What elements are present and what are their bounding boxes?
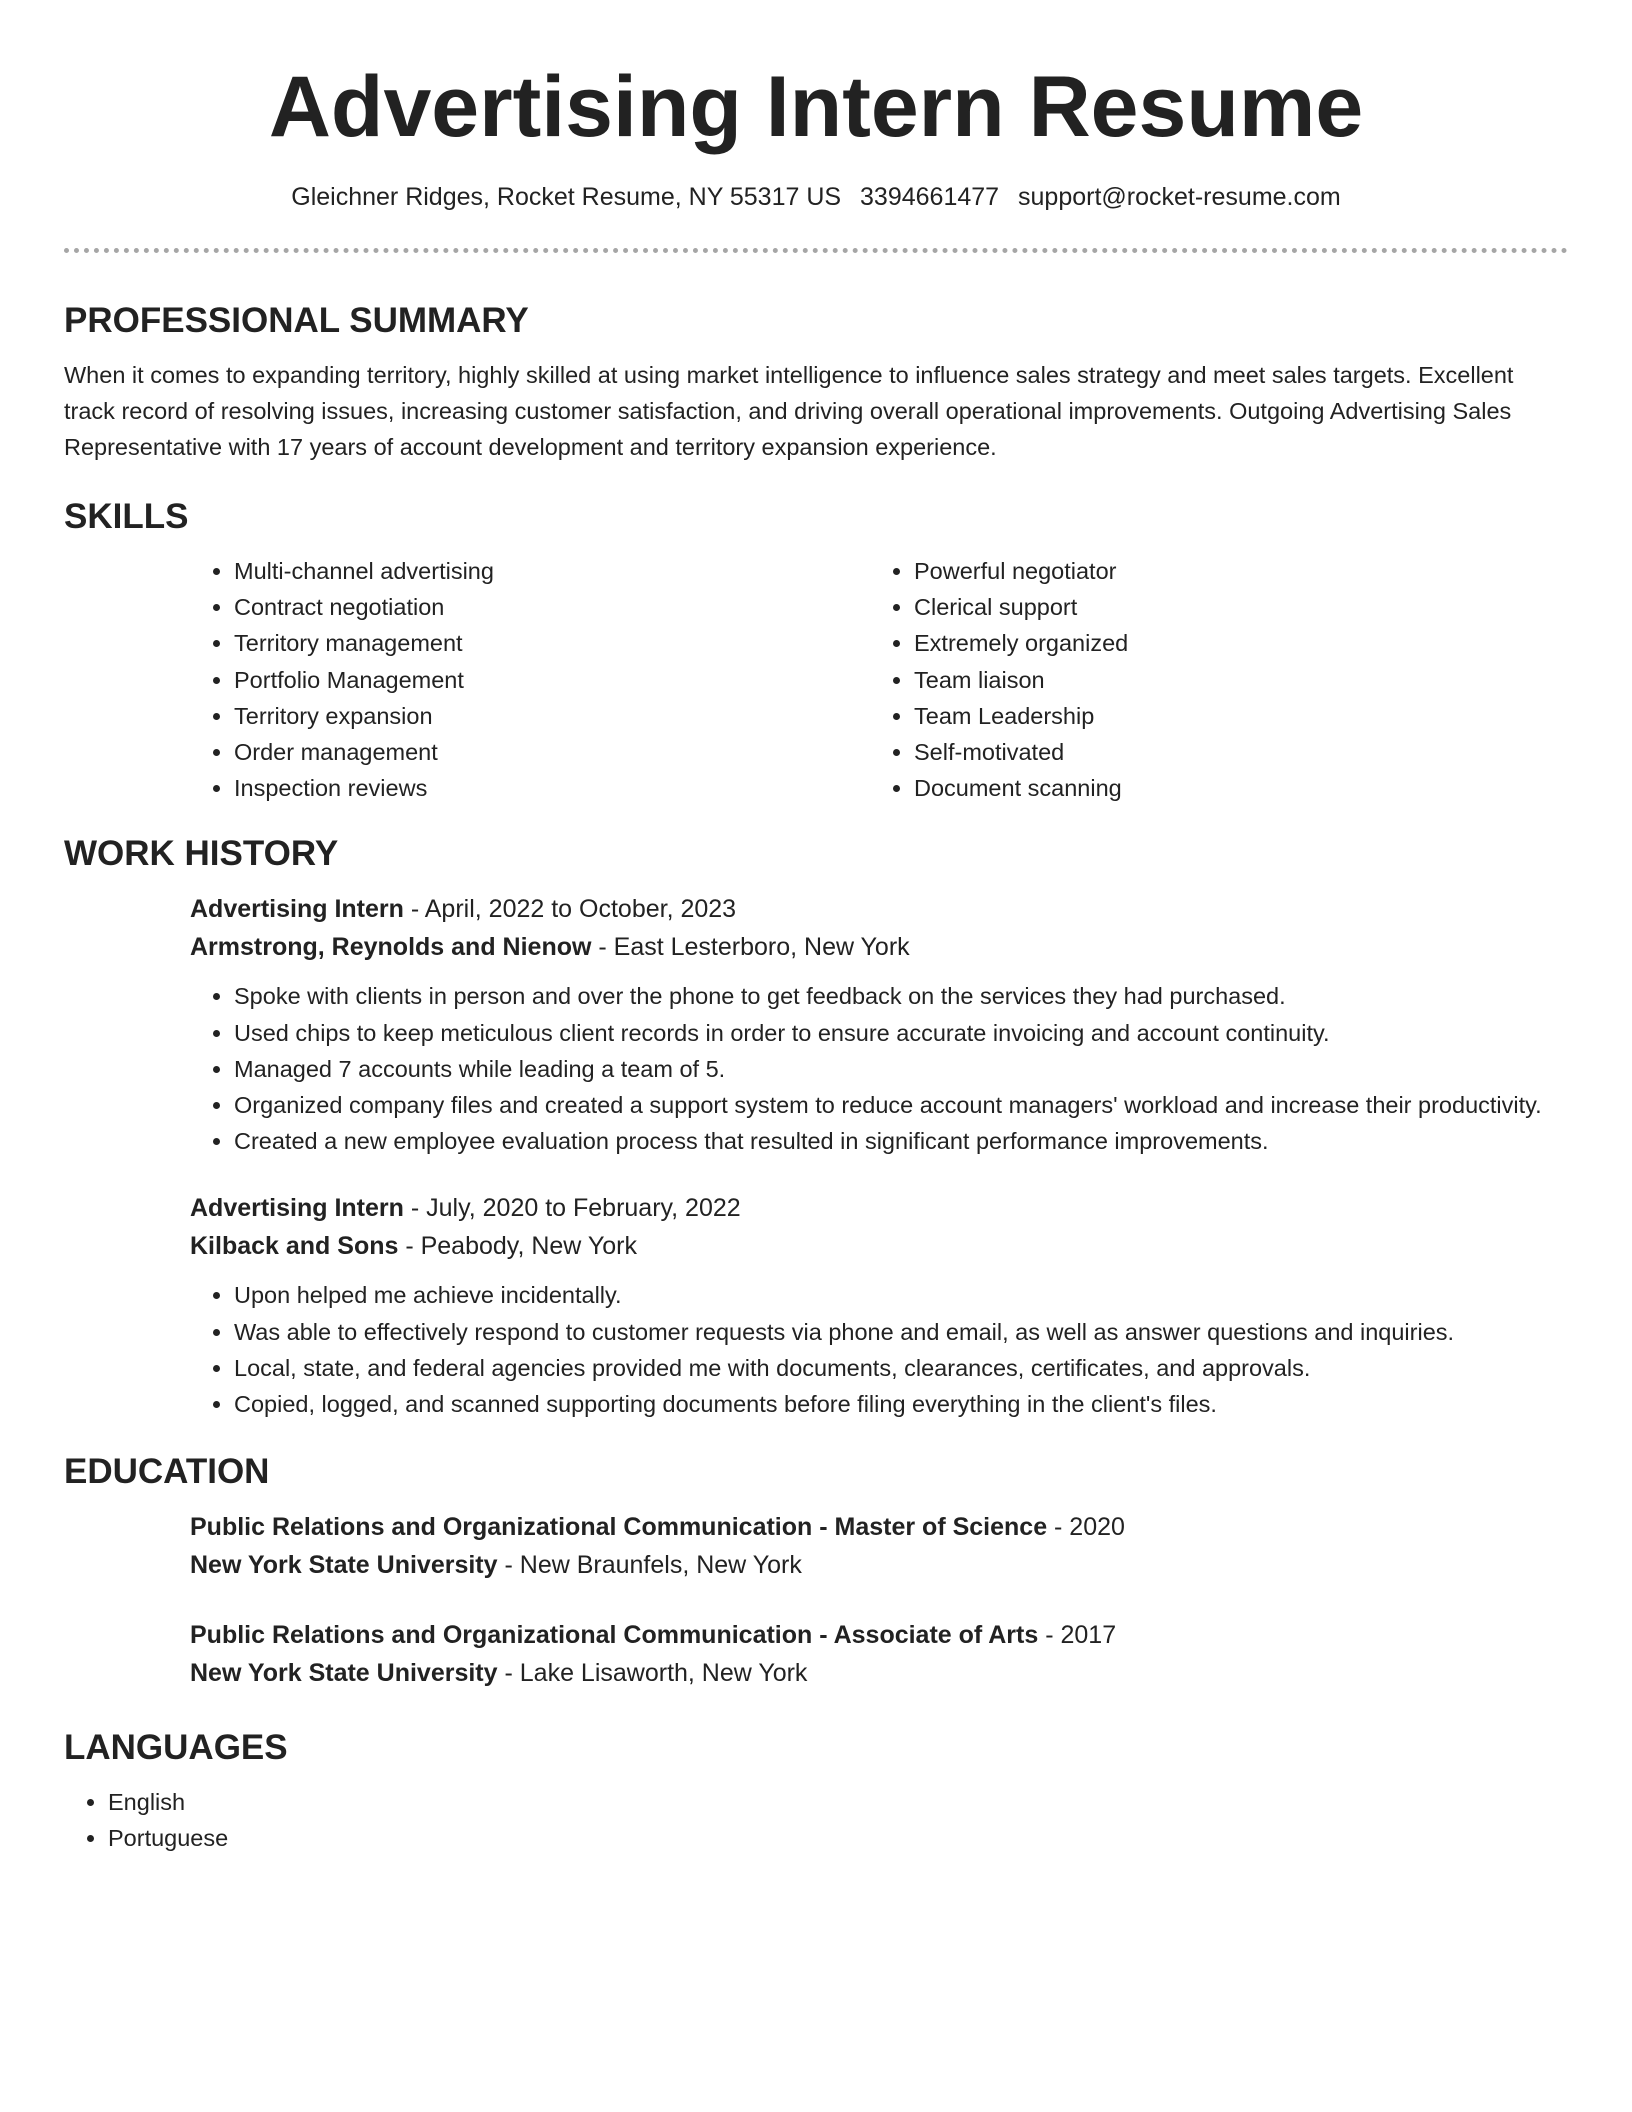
job-bullet: • Managed 7 accounts while leading a team of 5. [234, 1051, 1568, 1087]
job-entry [190, 1189, 1568, 1422]
education-heading: EDUCATION [64, 1452, 270, 1492]
job-bullets [190, 1277, 1568, 1422]
job-bullet: • Spoke with clients in person and over the phone to get feedback on the services they had purchased. [234, 978, 1568, 1014]
skill-item: • Powerful negotiator [914, 553, 1550, 589]
degree-year: - 2017 [1038, 1621, 1117, 1650]
languages-section [64, 1726, 1568, 1856]
degree-year: - 2020 [1047, 1513, 1125, 1542]
contact-line [64, 180, 1568, 214]
languages-list [64, 1784, 1568, 1856]
school-location: - New Braunfels, New York [497, 1551, 802, 1580]
skill-item: • Portfolio Management [234, 662, 870, 698]
skill-item: • Team Leadership [914, 698, 1550, 734]
education-entry [190, 1508, 1568, 1584]
job-bullet: • Copied, logged, and scanned supporting documents before filing everything in the client's files. [234, 1386, 1568, 1422]
skills-grid [190, 553, 1568, 806]
education-section [64, 1450, 1568, 1692]
job-location: - East Lesterboro, New York [591, 933, 910, 962]
job-bullet: • Used chips to keep meticulous client records in order to ensure accurate invoicing and account continuity. [234, 1015, 1568, 1051]
summary-text: When it comes to expanding territory, highly skilled at using market intelligence to influence sales strategy and meet sales targets. Excellent track record of resolving issues, increasing customer satisfaction, and driving overall operational improvements. Outgoing Advertising Sales Representative with 17 years of account development and territory expansion experience. [64, 362, 1514, 460]
skill-item: • Contract negotiation [234, 589, 870, 625]
work-section [64, 832, 1568, 1422]
skill-item: • Inspection reviews [234, 770, 870, 806]
job-location: - Peabody, New York [398, 1232, 637, 1261]
skill-item: • Document scanning [914, 770, 1550, 806]
school-location: - Lake Lisaworth, New York [497, 1659, 808, 1688]
education-entry [190, 1616, 1568, 1692]
languages-heading: LANGUAGES [64, 1728, 288, 1768]
degree-line [190, 1508, 1568, 1546]
job-company: Armstrong, Reynolds and Nienow [190, 933, 592, 962]
skills-section [64, 495, 1568, 806]
skill-item: • Self-motivated [914, 734, 1550, 770]
school-name: New York State University [190, 1551, 498, 1580]
header-divider [64, 248, 1568, 253]
job-bullet: • Was able to effectively respond to customer requests via phone and email, as well as answer questions and inquiries. [234, 1314, 1568, 1350]
skill-item: • Multi-channel advertising [234, 553, 870, 589]
skill-item: • Territory expansion [234, 698, 870, 734]
skill-item: • Clerical support [914, 589, 1550, 625]
skills-column-left [190, 553, 870, 806]
language-item: • English [108, 1784, 1568, 1820]
job-dates: - July, 2020 to February, 2022 [403, 1194, 741, 1223]
degree-name: Public Relations and Organizational Communication - Master of Science [190, 1513, 1048, 1542]
job-company-line [190, 1227, 1568, 1265]
school-name: New York State University [190, 1659, 498, 1688]
job-title: Advertising Intern [190, 895, 404, 924]
job-company-line [190, 928, 1568, 966]
resume-title: Advertising Intern Resume [268, 59, 1364, 155]
job-title-line [190, 890, 1568, 928]
job-bullet: • Upon helped me achieve incidentally. [234, 1277, 1568, 1313]
job-bullet: • Organized company files and created a support system to reduce account managers' workload and increase their productivity. [234, 1087, 1568, 1123]
job-bullet: • Local, state, and federal agencies provided me with documents, clearances, certificates, and approvals. [234, 1350, 1568, 1386]
language-item: • Portuguese [108, 1820, 1568, 1856]
skills-column-right [870, 553, 1550, 806]
skill-item: • Order management [234, 734, 870, 770]
job-title-line [190, 1189, 1568, 1227]
skill-item: • Team liaison [914, 662, 1550, 698]
job-company: Kilback and Sons [190, 1232, 399, 1261]
summary-section [64, 299, 1568, 465]
degree-name: Public Relations and Organizational Communication - Associate of Arts [190, 1621, 1039, 1650]
skills-heading: SKILLS [64, 497, 189, 536]
school-line [190, 1546, 1568, 1584]
degree-line [190, 1616, 1568, 1654]
skill-item: • Territory management [234, 625, 870, 661]
summary-heading: PROFESSIONAL SUMMARY [64, 301, 529, 340]
contact-phone: 3394661477 [860, 183, 1000, 211]
contact-email: support@rocket-resume.com [1018, 183, 1341, 211]
contact-address: Gleichner Ridges, Rocket Resume, NY 55317 US [291, 183, 842, 211]
school-line [190, 1654, 1568, 1692]
job-bullet: • Created a new employee evaluation process that resulted in significant performance improvements. [234, 1123, 1568, 1159]
work-heading: WORK HISTORY [64, 834, 339, 874]
skill-item: • Extremely organized [914, 625, 1550, 661]
job-dates: - April, 2022 to October, 2023 [403, 895, 737, 924]
job-bullets [190, 978, 1568, 1159]
job-title: Advertising Intern [190, 1194, 404, 1223]
job-entry [190, 890, 1568, 1159]
